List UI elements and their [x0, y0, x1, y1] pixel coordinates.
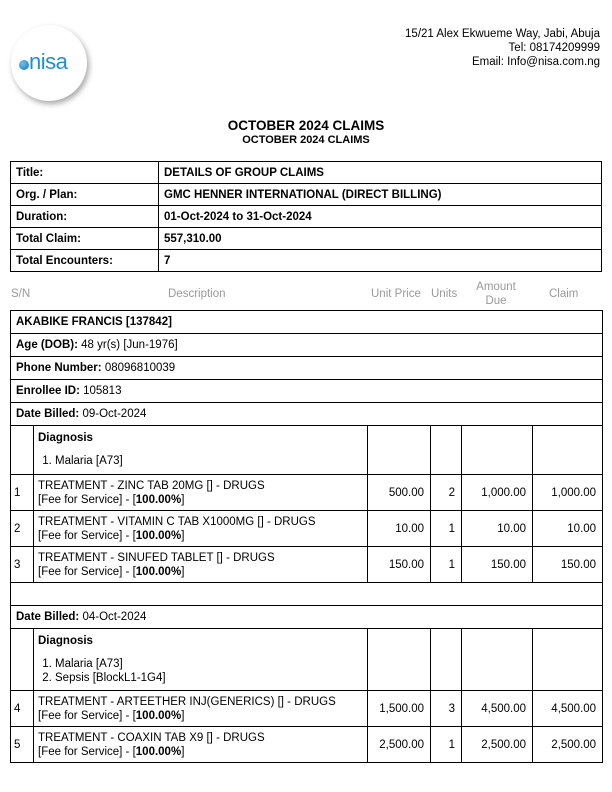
fee-prefix: [Fee for Service] - [ — [38, 745, 136, 758]
line-claim: 2,500.00 — [533, 727, 603, 763]
fee-suffix: ] — [181, 565, 185, 578]
summary-row — [11, 250, 602, 272]
claims-table — [10, 310, 603, 763]
line-units: 1 — [431, 727, 462, 763]
line-unit-price: 500.00 — [368, 475, 431, 511]
spacer-row — [11, 583, 603, 606]
line-units: 2 — [431, 475, 462, 511]
enrollee-value: 105813 — [79, 385, 122, 397]
line-description — [34, 511, 368, 547]
line-sn: 2 — [11, 511, 34, 547]
line-claim: 150.00 — [533, 547, 603, 583]
line-units: 1 — [431, 547, 462, 583]
diagnosis-label: Diagnosis — [38, 432, 93, 444]
column-header-claim: Claim — [549, 288, 579, 300]
fee-percent: 100.00% — [135, 565, 182, 578]
report-subtitle: OCTOBER 2024 CLAIMS — [242, 134, 370, 146]
address-line: 15/21 Alex Ekwueme Way, Jabi, Abuja — [405, 28, 600, 40]
phone-label: Phone Number: — [16, 362, 102, 374]
diagnosis-row — [11, 426, 603, 475]
line-sn: 4 — [11, 691, 34, 727]
diagnosis-item: 1. Malaria [A73] — [55, 657, 363, 671]
logo-text: nisa — [29, 49, 68, 74]
diagnosis-list — [38, 454, 363, 468]
age-label: Age (DOB): — [16, 339, 78, 351]
line-sn: 3 — [11, 547, 34, 583]
claim-line-row — [11, 511, 603, 547]
line-amount-due: 10.00 — [462, 511, 533, 547]
column-header-amount-due-line2: Due — [485, 295, 507, 307]
line-treatment: TREATMENT - SINUFED TABLET [] - DRUGS — [38, 551, 275, 564]
date-billed-row — [11, 606, 603, 629]
line-sn: 1 — [11, 475, 34, 511]
column-header-units: Units — [431, 288, 458, 300]
date-billed-value: 04-Oct-2024 — [79, 611, 147, 623]
diagnosis-row — [11, 629, 603, 691]
line-unit-price: 10.00 — [368, 511, 431, 547]
diagnosis-cell — [34, 426, 368, 475]
claim-line-row — [11, 691, 603, 727]
summary-row — [11, 206, 602, 228]
summary-label: Duration: — [11, 206, 159, 228]
phone-line: Tel: 08174209999 — [508, 42, 600, 54]
date-billed-label: Date Billed: — [16, 408, 80, 420]
fee-suffix: ] — [181, 493, 185, 506]
date-billed-row — [11, 403, 603, 426]
fee-prefix: [Fee for Service] - [ — [38, 565, 136, 578]
diagnosis-cell — [34, 629, 368, 691]
fee-suffix: ] — [181, 529, 185, 542]
fee-prefix: [Fee for Service] - [ — [38, 493, 136, 506]
line-unit-price: 2,500.00 — [368, 727, 431, 763]
line-fee — [38, 745, 363, 759]
line-claim: 1,000.00 — [533, 475, 603, 511]
fee-suffix: ] — [181, 709, 185, 722]
age-value: 48 yr(s) [Jun-1976] — [77, 339, 178, 351]
date-billed-label: Date Billed: — [16, 611, 80, 623]
diagnosis-item: 1. Malaria [A73] — [55, 454, 363, 468]
fee-prefix: [Fee for Service] - [ — [38, 709, 136, 722]
summary-value: GMC HENNER INTERNATIONAL (DIRECT BILLING) — [159, 184, 602, 206]
line-description — [34, 547, 368, 583]
fee-percent: 100.00% — [135, 529, 182, 542]
report-title: OCTOBER 2024 CLAIMS — [227, 118, 385, 133]
claim-line-row — [11, 727, 603, 763]
line-unit-price: 150.00 — [368, 547, 431, 583]
patient-name-row — [11, 311, 603, 334]
summary-row — [11, 184, 602, 206]
summary-label: Total Claim: — [11, 228, 159, 250]
line-description — [34, 727, 368, 763]
line-units: 3 — [431, 691, 462, 727]
line-treatment: TREATMENT - ZINC TAB 20MG [] - DRUGS — [38, 479, 265, 492]
patient-name: AKABIKE FRANCIS [137842] — [11, 311, 603, 334]
line-treatment: TREATMENT - VITAMIN C TAB X1000MG [] - DRUGS — [38, 515, 316, 528]
diagnosis-item: 2. Sepsis [BlockL1-1G4] — [55, 671, 363, 685]
line-description — [34, 691, 368, 727]
column-header-amount-due-line1: Amount — [476, 281, 516, 293]
fee-suffix: ] — [181, 745, 185, 758]
line-fee — [38, 529, 363, 543]
line-amount-due: 150.00 — [462, 547, 533, 583]
summary-row — [11, 162, 602, 184]
line-amount-due: 2,500.00 — [462, 727, 533, 763]
company-logo — [11, 25, 87, 101]
column-header-description: Description — [168, 288, 226, 300]
summary-value: 01-Oct-2024 to 31-Oct-2024 — [159, 206, 602, 228]
line-units: 1 — [431, 511, 462, 547]
enrollee-label: Enrollee ID: — [16, 385, 80, 397]
line-treatment: TREATMENT - ARTEETHER INJ(GENERICS) [] - DRUGS — [38, 695, 336, 708]
summary-label: Org. / Plan: — [11, 184, 159, 206]
fee-prefix: [Fee for Service] - [ — [38, 529, 136, 542]
summary-row — [11, 228, 602, 250]
summary-label: Title: — [11, 162, 159, 184]
fee-percent: 100.00% — [135, 709, 182, 722]
line-claim: 4,500.00 — [533, 691, 603, 727]
line-claim: 10.00 — [533, 511, 603, 547]
summary-value: DETAILS OF GROUP CLAIMS — [159, 162, 602, 184]
line-treatment: TREATMENT - COAXIN TAB X9 [] - DRUGS — [38, 731, 265, 744]
line-amount-due: 1,000.00 — [462, 475, 533, 511]
summary-value: 7 — [159, 250, 602, 272]
fee-percent: 100.00% — [135, 745, 182, 758]
summary-value: 557,310.00 — [159, 228, 602, 250]
patient-phone-row — [11, 357, 603, 380]
fee-percent: 100.00% — [135, 493, 182, 506]
column-header-sn: S/N — [11, 288, 31, 300]
claim-line-row — [11, 475, 603, 511]
claim-line-row — [11, 547, 603, 583]
summary-table — [10, 161, 602, 272]
diagnosis-label: Diagnosis — [38, 635, 93, 647]
line-amount-due: 4,500.00 — [462, 691, 533, 727]
line-fee — [38, 565, 363, 579]
patient-age-row — [11, 334, 603, 357]
date-billed-value: 09-Oct-2024 — [79, 408, 147, 420]
line-unit-price: 1,500.00 — [368, 691, 431, 727]
line-fee — [38, 709, 363, 723]
email-line: Email: Info@nisa.com.ng — [471, 56, 600, 68]
line-fee — [38, 493, 363, 507]
column-header-amount-due — [470, 280, 522, 308]
phone-value: 08096810039 — [101, 362, 176, 374]
summary-label: Total Encounters: — [11, 250, 159, 272]
line-sn: 5 — [11, 727, 34, 763]
patient-enrollee-row — [11, 380, 603, 403]
logo-dot-icon — [19, 60, 29, 70]
diagnosis-list — [38, 657, 363, 685]
company-address — [405, 27, 600, 69]
column-header-unit-price: Unit Price — [371, 288, 421, 300]
line-description — [34, 475, 368, 511]
